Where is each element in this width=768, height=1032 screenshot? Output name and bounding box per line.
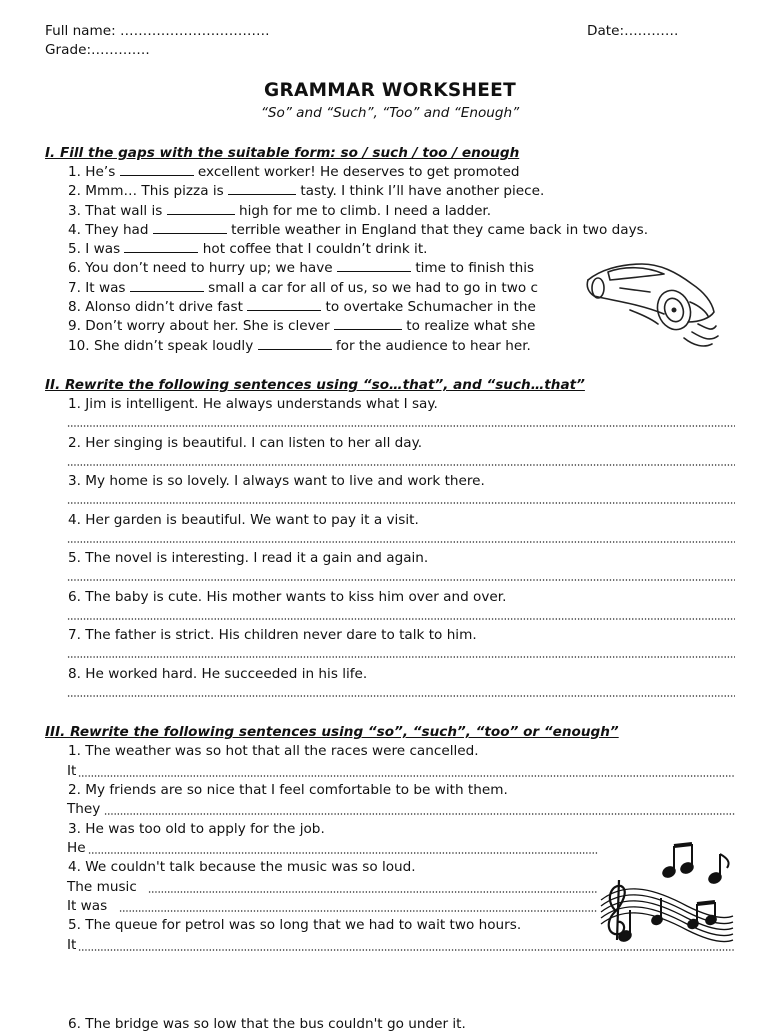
- gap-blank[interactable]: [120, 164, 194, 176]
- gap-fill-item: [68, 338, 531, 354]
- rewrite-item: 7. The father is strict. His children never dare to talk to him.: [68, 627, 477, 643]
- gap-fill-item-text-end: tasty. I think I’ll have another piece.: [296, 183, 545, 199]
- answer-prompt: It was: [67, 898, 108, 914]
- gap-fill-item-text-start: 4. They had: [68, 222, 153, 238]
- gap-fill-item: [68, 260, 534, 276]
- gap-fill-item-text-end: excellent worker! He deserves to get promoted: [193, 164, 520, 180]
- gap-blank[interactable]: [247, 299, 321, 311]
- answer-line[interactable]: [67, 541, 735, 543]
- section-3-heading: III. Rewrite the following sentences using “so”, “such”, “too” or “enough”: [45, 724, 619, 740]
- sports-car-icon: [580, 252, 722, 350]
- gap-fill-item-text-start: 9. Don’t worry about her. She is clever: [68, 318, 334, 334]
- gap-fill-item-text-end: for the audience to hear her.: [331, 338, 531, 354]
- answer-prompt: It: [67, 937, 77, 953]
- answer-line[interactable]: [104, 813, 735, 815]
- rewrite-item: 3. My home is so lovely. I always want to live and work there.: [68, 473, 485, 489]
- worksheet-subtitle: “So” and “Such”, “Too” and “Enough”: [260, 105, 520, 121]
- gap-fill-item: [68, 241, 427, 257]
- section-2-heading: II. Rewrite the following sentences using “so…that”, and “such…that”: [45, 377, 585, 393]
- gap-fill-item: [68, 299, 536, 315]
- rewrite-item: 4. Her garden is beautiful. We want to pay it a visit.: [68, 512, 419, 528]
- gap-fill-item-text-end: time to finish this: [411, 260, 535, 276]
- gap-fill-item-text-start: 8. Alonso didn’t drive fast: [68, 299, 248, 315]
- answer-line[interactable]: [67, 656, 735, 658]
- rewrite-item: 6. The baby is cute. His mother wants to kiss him over and over.: [68, 589, 507, 605]
- worksheet-title: GRAMMAR WORKSHEET: [263, 80, 517, 101]
- music-notes-icon: [597, 840, 737, 948]
- rewrite-item: 1. Jim is intelligent. He always understands what I say.: [68, 396, 438, 412]
- gap-fill-item-text-start: 2. Mmm… This pizza is: [68, 183, 229, 199]
- gap-blank[interactable]: [334, 318, 402, 330]
- gap-fill-item: [68, 318, 535, 334]
- answer-prompt: He: [67, 840, 86, 856]
- answer-line[interactable]: [78, 949, 735, 951]
- answer-line[interactable]: [67, 425, 735, 427]
- gap-blank[interactable]: [228, 183, 296, 195]
- answer-line[interactable]: [148, 891, 598, 893]
- answer-line[interactable]: [67, 695, 735, 697]
- answer-line[interactable]: [78, 775, 735, 777]
- gap-fill-item: [68, 280, 538, 296]
- gap-fill-item-text-end: high for me to climb. I need a ladder.: [234, 203, 492, 219]
- answer-line[interactable]: [88, 852, 598, 854]
- rewrite-sentence: 6. The bridge was so low that the bus couldn't go under it.: [68, 1016, 466, 1032]
- section-1-heading: I. Fill the gaps with the suitable form: so / such / too / enough: [45, 145, 520, 161]
- answer-line[interactable]: [67, 618, 735, 620]
- gap-blank[interactable]: [258, 338, 332, 350]
- gap-fill-item: [68, 183, 544, 199]
- gap-fill-item-text-end: terrible weather in England that they came back in two days.: [226, 222, 649, 238]
- date-field: Date:…………: [587, 23, 679, 39]
- gap-fill-item-text-start: 6. You don’t need to hurry up; we have: [68, 260, 337, 276]
- rewrite-item: 2. Her singing is beautiful. I can listen to her all day.: [68, 435, 423, 451]
- answer-prompt: It: [67, 763, 77, 779]
- rewrite-sentence: 1. The weather was so hot that all the races were cancelled.: [68, 743, 479, 759]
- grade-field: Grade:………….: [45, 42, 150, 58]
- gap-blank[interactable]: [153, 222, 227, 234]
- rewrite-item: 8. He worked hard. He succeeded in his life.: [68, 666, 368, 682]
- answer-prompt: They: [67, 801, 101, 817]
- gap-fill-item-text-start: 10. She didn’t speak loudly: [68, 338, 258, 354]
- gap-fill-item-text-start: 3. That wall is: [68, 203, 167, 219]
- gap-fill-item: [68, 222, 648, 238]
- rewrite-sentence: 5. The queue for petrol was so long that we had to wait two hours.: [68, 917, 522, 933]
- full-name-field: Full name: ……………………………: [45, 23, 270, 39]
- gap-fill-item-text-end: to overtake Schumacher in the: [321, 299, 536, 315]
- gap-blank[interactable]: [167, 203, 235, 215]
- gap-fill-item-text-end: small a car for all of us, so we had to go in two c: [203, 280, 538, 296]
- answer-line[interactable]: [67, 464, 735, 466]
- rewrite-item: 5. The novel is interesting. I read it a gain and again.: [68, 550, 429, 566]
- gap-fill-item-text-end: to realize what she: [401, 318, 536, 334]
- gap-fill-item-text-start: 5. I was: [68, 241, 125, 257]
- answer-line[interactable]: [67, 502, 735, 504]
- gap-fill-item-text-start: 1. He’s: [68, 164, 120, 180]
- rewrite-sentence: 4. We couldn't talk because the music was so loud.: [68, 859, 416, 875]
- gap-fill-item: [68, 203, 491, 219]
- gap-blank[interactable]: [130, 280, 204, 292]
- answer-line[interactable]: [119, 910, 598, 912]
- rewrite-sentence: 2. My friends are so nice that I feel comfortable to be with them.: [68, 782, 508, 798]
- answer-line[interactable]: [67, 579, 735, 581]
- rewrite-sentence: 3. He was too old to apply for the job.: [68, 821, 325, 837]
- gap-fill-item-text-end: hot coffee that I couldn’t drink it.: [198, 241, 428, 257]
- gap-blank[interactable]: [124, 241, 198, 253]
- gap-fill-item: [68, 164, 520, 180]
- answer-prompt: The music: [67, 879, 137, 895]
- gap-blank[interactable]: [337, 260, 411, 272]
- gap-fill-item-text-start: 7. It was: [68, 280, 130, 296]
